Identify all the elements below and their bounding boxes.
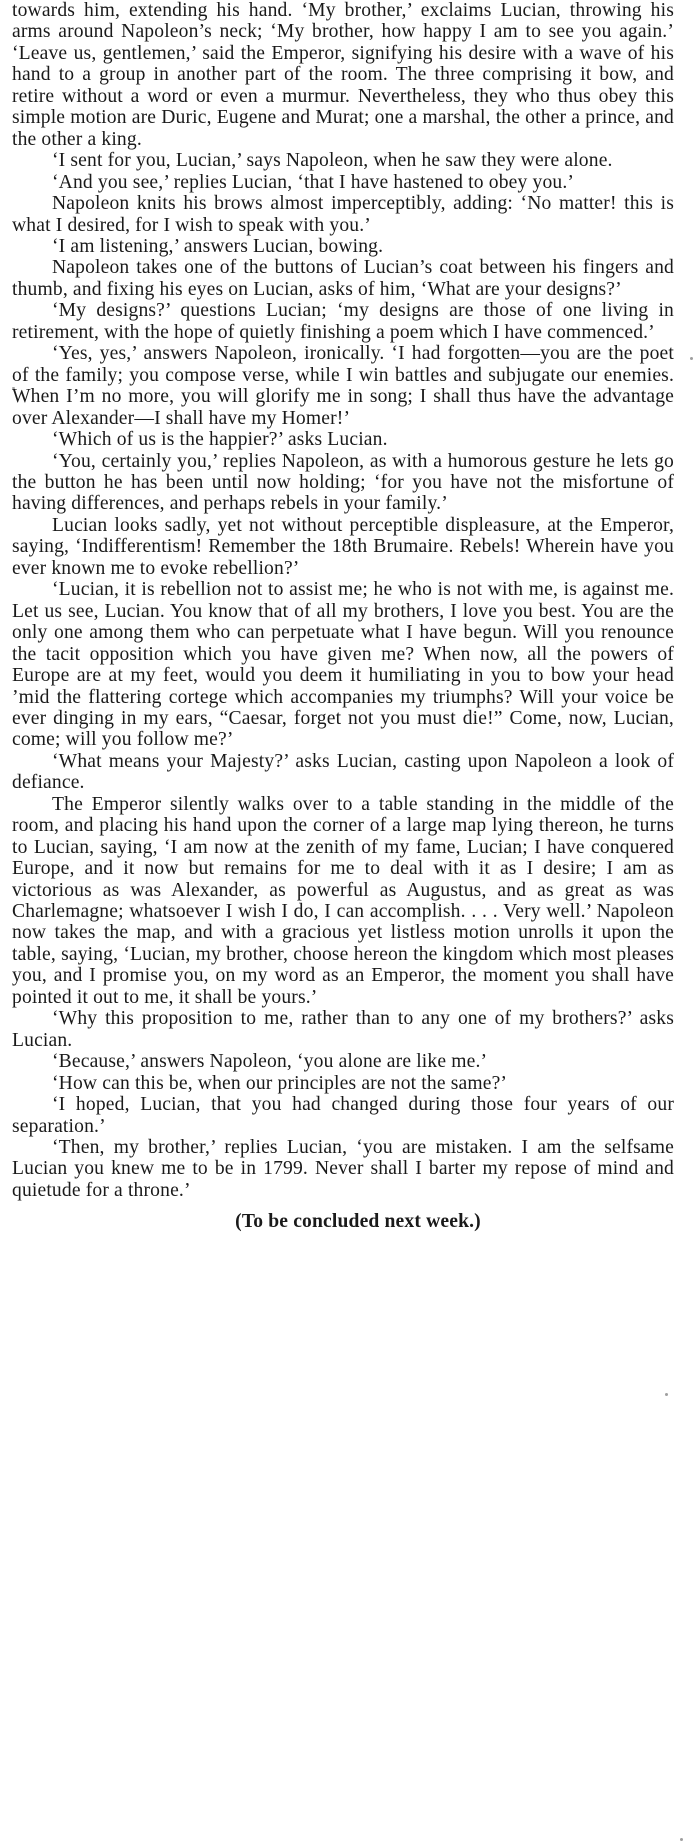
paragraph-5: ‘I am listening,’ answers Lucian, bowing.	[52, 235, 384, 257]
print-speck	[665, 1393, 668, 1396]
paragraph-1: towards him, extending his hand. ‘My brother,’ exclaims Lucian, throwing his arms around Napoleon’s neck; ‘My brother, how happy I am to see you again.’ ‘Leave us, gentlemen,’ said the Emperor, signifying his desire with a wave of his hand to a group in another part of the room. The three comprising it bow, and retire without a word or even a murmur. Nevertheless, they who thus obey this simple motion are Duric, Eugene and Murat; one a marshal, the other a prince, and the other a king.	[12, 0, 674, 150]
continuation-footer: (To be concluded next week.)	[235, 1211, 481, 1233]
paragraph-17: ‘How can this be, when our principles are not the same?’	[52, 1072, 508, 1094]
paragraph-11: Lucian looks sadly, yet not without perceptible displeasure, at the Emperor, saying, ‘Indifferentism! Remember the 18th Brumaire. Rebels! Wherein have you ever known me to evoke rebellion?’	[12, 514, 674, 579]
print-speck	[12, 387, 15, 389]
paragraph-6: Napoleon takes one of the buttons of Lucian’s coat between his fingers and thumb, and fixing his eyes on Lucian, asks of him, ‘What are your designs?’	[12, 257, 674, 300]
paragraph-10: ‘You, certainly you,’ replies Napoleon, as with a humorous gesture he lets go the button he has been until now holding; ‘for you have not the misfortune of having differences, and perhaps rebels in your family.’	[12, 450, 674, 515]
paragraph-4: Napoleon knits his brows almost imperceptibly, adding: ‘No matter! this is what I desired, for I wish to speak with you.’	[12, 193, 674, 236]
article-column	[12, 0, 674, 1233]
paragraph-14: The Emperor silently walks over to a table standing in the middle of the room, and placing his hand upon the corner of a large map lying thereon, he turns to Lucian, saying, ‘I am now at the zenith of my fame, Lucian; I have conquered Europe, and it now but remains for me to deal with it as I desire; I am as victorious as was Alexander, as powerful as Augustus, and as great as was Charlemagne; whatsoever I wish I do, I can accomplish. . . . Very well.’ Napoleon now takes the map, and with a gracious yet listless motion unrolls it upon the table, saying, ‘Lucian, my brother, choose hereon the kingdom which most pleases you, and I promise you, on my word as an Emperor, the moment you shall have pointed it out to me, it shall be yours.’	[12, 793, 674, 1008]
paragraph-3: ‘And you see,’ replies Lucian, ‘that I have hastened to obey you.’	[52, 171, 575, 193]
paragraph-7: ‘My designs?’ questions Lucian; ‘my designs are those of one living in retirement, with the hope of quietly finishing a poem which I have commenced.’	[12, 300, 674, 343]
paragraph-19: ‘Then, my brother,’ replies Lucian, ‘you are mistaken. I am the selfsame Lucian you knew me to be in 1799. Never shall I barter my repose of mind and quietude for a throne.’	[12, 1137, 674, 1201]
paragraph-9: ‘Which of us is the happier?’ asks Lucian.	[52, 429, 388, 451]
paragraph-15: ‘Why this proposition to me, rather than to any one of my brothers?’ asks Lucian.	[12, 1008, 674, 1051]
print-speck	[680, 1838, 683, 1841]
paragraph-18: ‘I hoped, Lucian, that you had changed during those four years of our separation.’	[12, 1094, 674, 1137]
paragraph-2: ‘I sent for you, Lucian,’ says Napoleon, when he saw they were alone.	[52, 150, 613, 172]
paragraph-12: ‘Lucian, it is rebellion not to assist me; he who is not with me, is against me. Let us see, Lucian. You know that of all my brothers, I love you best. You are the only one among them who can perpetuate what I have begun. Will you renounce the tacit opposition which you have given me? When now, all the powers of Europe are at my feet, would you deem it humiliating in you to bow your head ’mid the flattering cortege which accompanies my triumphs? Will your voice be ever dinging in my ears, “Caesar, forget not you must die!” Come, now, Lucian, come; will you follow me?’	[12, 579, 674, 751]
paragraph-8: ‘Yes, yes,’ answers Napoleon, ironically. ‘I had forgotten—you are the poet of the family; you compose verse, while I win battles and subjugate our enemies. When I’m no more, you will glorify me in song; I shall thus have the advantage over Alexander—I shall have my Homer!’	[12, 343, 674, 429]
paragraph-13: ‘What means your Majesty?’ asks Lucian, casting upon Napoleon a look of defiance.	[12, 750, 674, 794]
print-speck	[690, 357, 693, 360]
paragraph-16: ‘Because,’ answers Napoleon, ‘you alone are like me.’	[52, 1051, 488, 1073]
